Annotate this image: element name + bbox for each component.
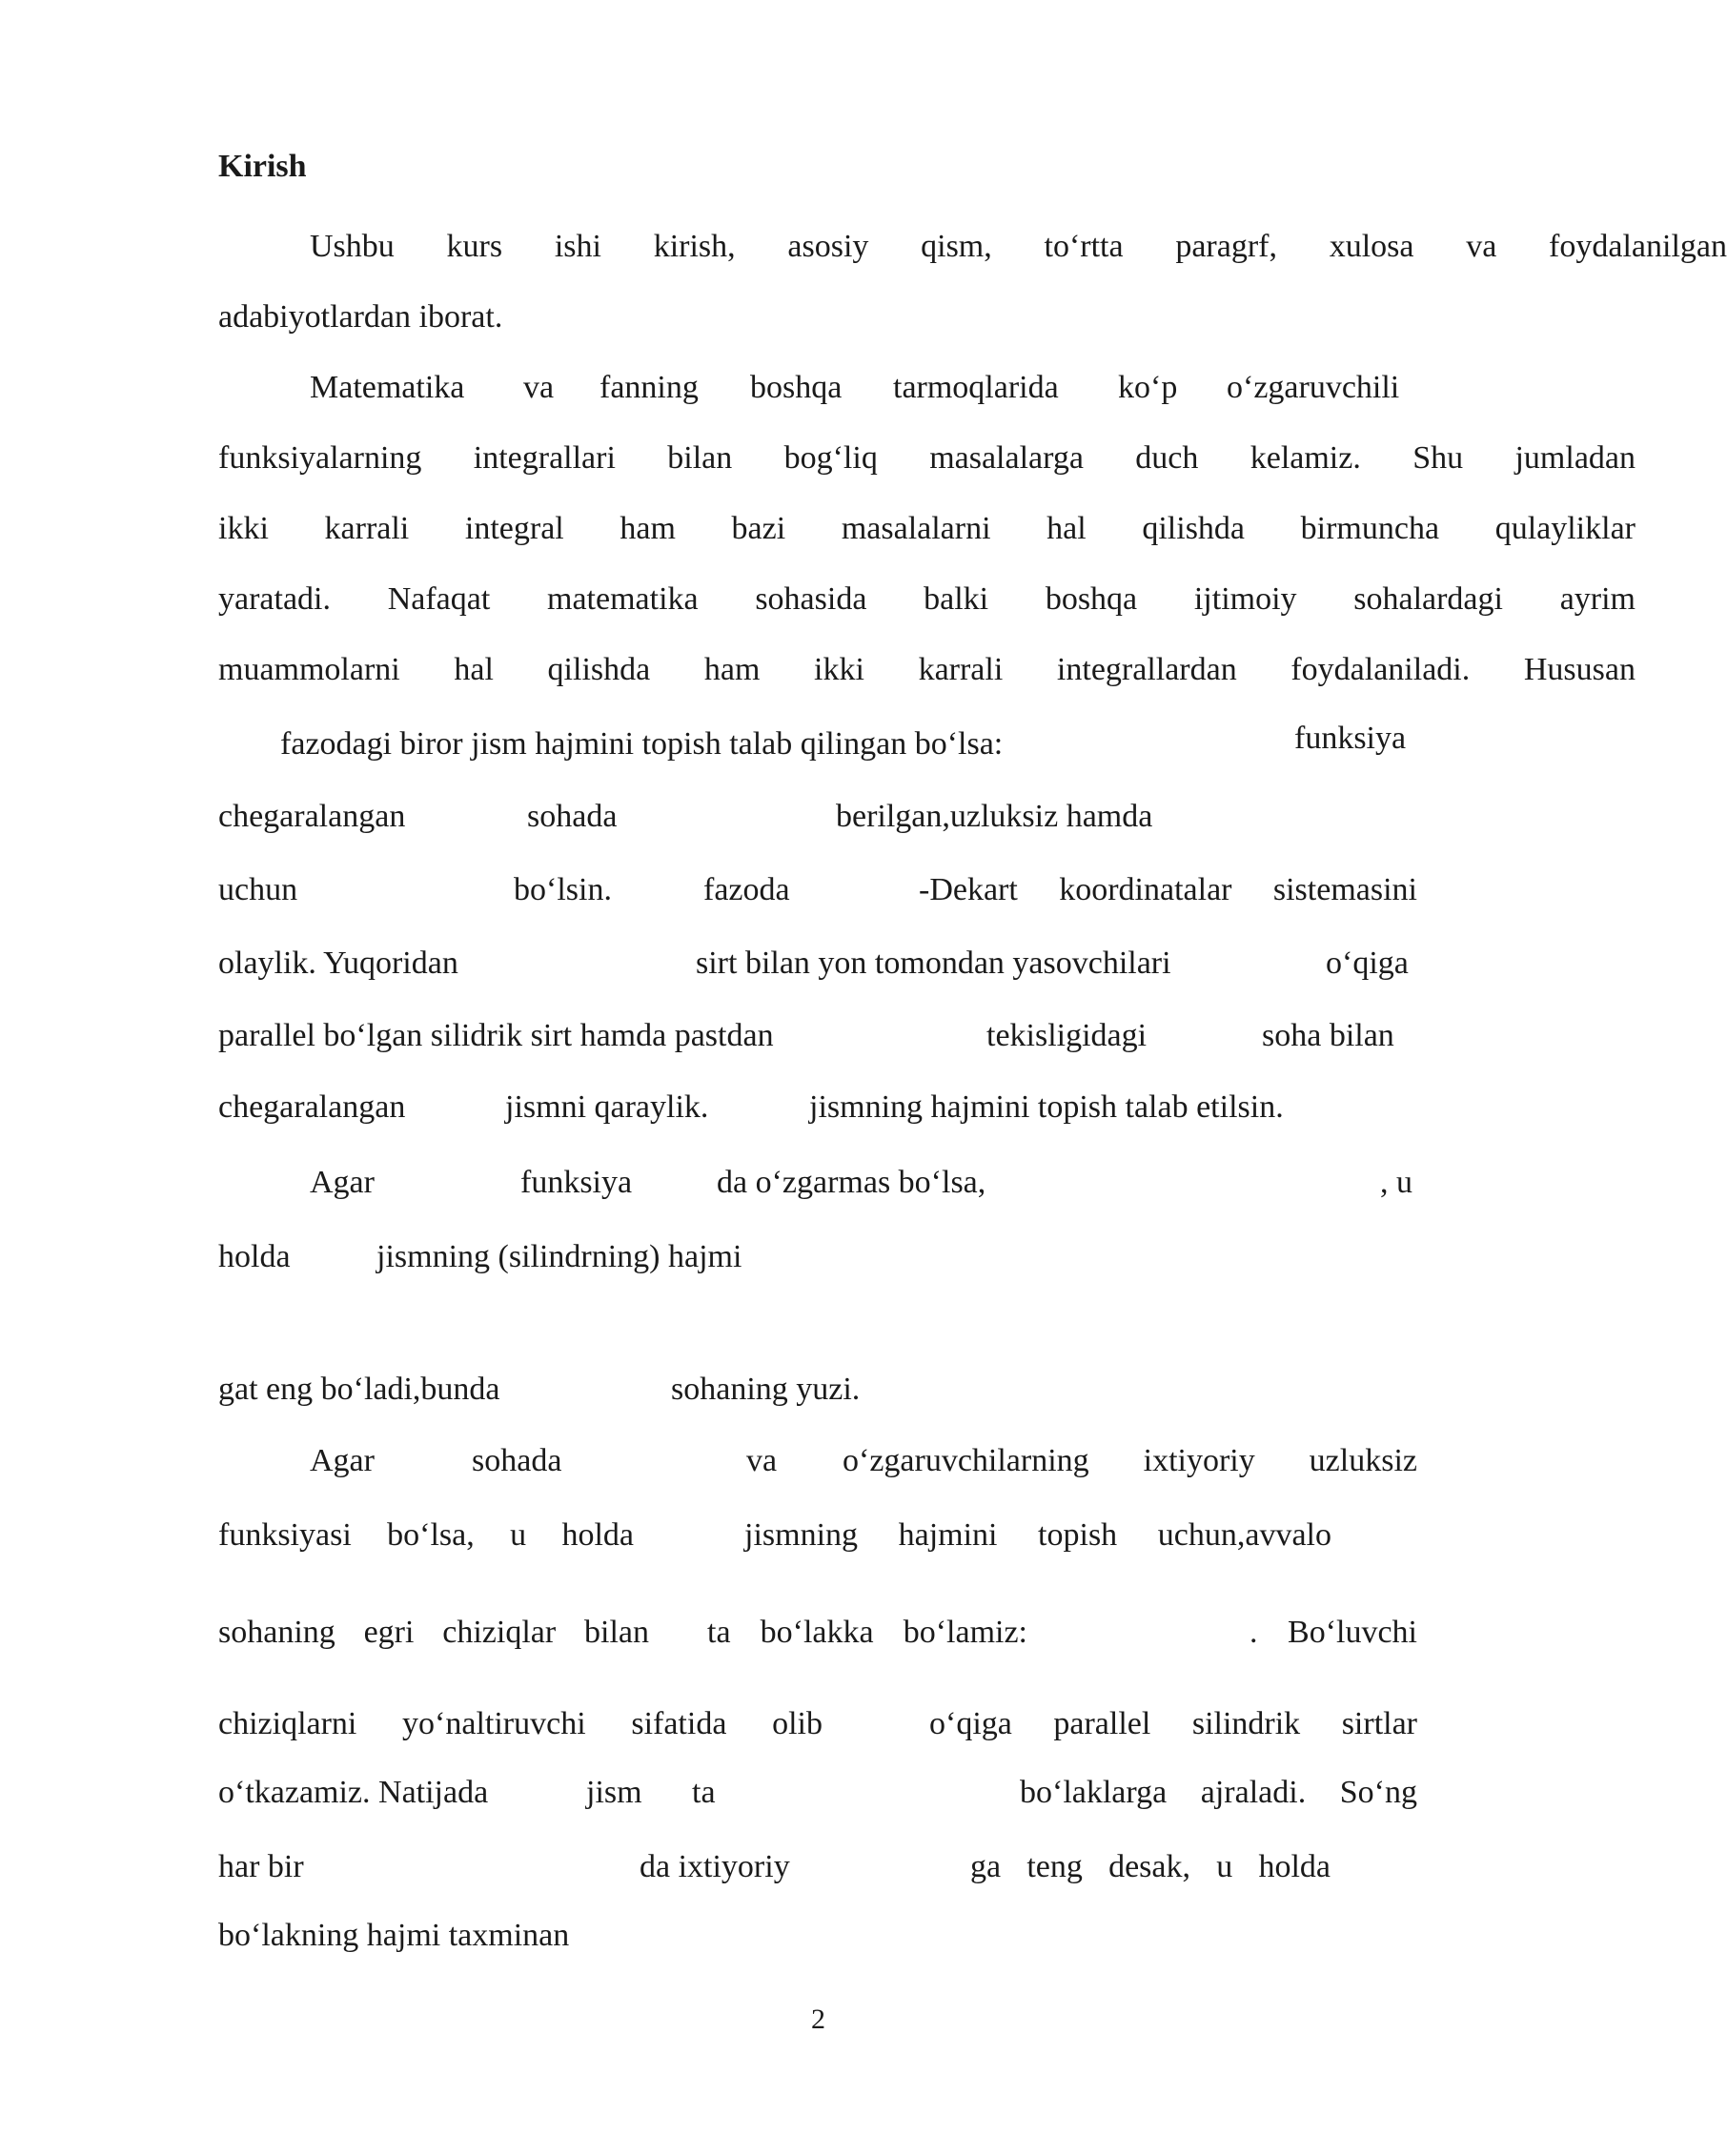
text-segment: jismning hajmini topish talab etilsin.: [809, 1089, 1284, 1125]
text-line: ikki karrali integral ham bazi masalalarni hal qilishda birmuncha qulayliklar: [218, 511, 1636, 546]
text-line: yaratadi. Nafaqat matematika sohasida balki boshqa ijtimoiy sohalardagi ayrim: [218, 581, 1636, 617]
text-line: Ushbu kurs ishi kirish, asosiy qism, to‘rtta paragrf, xulosa va foydalanilgan: [310, 229, 1727, 264]
text-segment: o‘qiga: [1326, 946, 1409, 981]
text-segment: sohaning egri chiziqlar bilan: [218, 1615, 649, 1650]
text-segment: sirt bilan yon tomondan yasovchilari: [696, 946, 1171, 981]
text-segment: parallel bo‘lgan silidrik sirt hamda pastdan: [218, 1018, 774, 1053]
text-segment: ga teng desak, u holda: [970, 1849, 1331, 1884]
text-word: va: [523, 370, 555, 405]
text-segment: o‘qiga parallel silindrik sirtlar: [929, 1706, 1417, 1741]
section-heading: Kirish: [218, 149, 307, 184]
text-segment: har bir: [218, 1849, 304, 1884]
text-segment: sohaning yuzi.: [671, 1372, 861, 1407]
text-word: o‘zgaruvchili: [1227, 370, 1400, 405]
text-segment: ta bo‘lakka bo‘lamiz:: [707, 1615, 1027, 1650]
text-segment: uchun: [218, 872, 298, 907]
text-segment: . Bo‘luvchi: [1250, 1615, 1417, 1650]
text-segment: chiziqlarni yo‘naltiruvchi sifatida olib: [218, 1706, 823, 1741]
text-segment: funksiyasi bo‘lsa, u holda: [218, 1517, 634, 1553]
text-segment: jismning hajmini topish uchun,avvalo: [744, 1517, 1331, 1553]
text-segment: fazoda: [703, 872, 790, 907]
text-segment: Agar: [310, 1443, 375, 1478]
text-line: bo‘lakning hajmi taxminan: [218, 1918, 570, 1953]
text-word: tarmoqlarida: [893, 370, 1059, 405]
text-segment: jismning (silindrning) hajmi: [376, 1239, 742, 1274]
text-segment: olaylik. Yuqoridan: [218, 946, 458, 981]
text-line: muammolarni hal qilishda ham ikki karrali integrallardan foydalaniladi. Hususan: [218, 652, 1636, 687]
text-word: Matematika: [310, 370, 465, 405]
text-segment: chegaralangan: [218, 799, 406, 834]
text-segment: tekisligidagi: [986, 1018, 1148, 1053]
text-word: boshqa: [750, 370, 843, 405]
text-segment: berilgan,uzluksiz hamda: [836, 799, 1153, 834]
text-segment: va: [746, 1443, 778, 1478]
text-line: funksiyalarning integrallari bilan bog‘liq masalalarga duch kelamiz. Shu jumladan: [218, 440, 1636, 476]
text-segment: sohada: [472, 1443, 562, 1478]
text-segment: bo‘laklarga ajraladi. So‘ng: [1020, 1775, 1417, 1810]
text-segment: sohada: [527, 799, 618, 834]
text-segment: da o‘zgarmas bo‘lsa,: [717, 1165, 986, 1200]
text-line: adabiyotlardan iborat.: [218, 299, 503, 335]
text-segment: gat eng bo‘ladi,bunda: [218, 1372, 500, 1407]
text-segment: , u: [1380, 1165, 1412, 1200]
text-segment: funksiya: [520, 1165, 633, 1200]
text-segment: soha bilan: [1262, 1018, 1394, 1053]
text-segment: holda: [218, 1239, 291, 1274]
text-word: ko‘p: [1118, 370, 1178, 405]
text-segment: funksiya: [1294, 721, 1407, 756]
text-segment: Agar: [310, 1165, 375, 1200]
text-word: fanning: [599, 370, 699, 405]
text-segment: -Dekart koordinatalar sistemasini: [919, 872, 1417, 907]
text-segment: bo‘lsin.: [514, 872, 612, 907]
text-segment: fazodagi biror jism hajmini topish talab qilingan bo‘lsa:: [280, 726, 1004, 762]
text-segment: jismni qaraylik.: [505, 1089, 709, 1125]
text-segment: chegaralangan: [218, 1089, 406, 1125]
text-segment: o‘zgaruvchilarning ixtiyoriy uzluksiz: [843, 1443, 1417, 1478]
text-segment: o‘tkazamiz. Natijada: [218, 1775, 489, 1810]
text-segment: ta: [692, 1775, 716, 1810]
page-number: 2: [811, 2003, 825, 2035]
text-segment: da ixtiyoriy: [640, 1849, 790, 1884]
text-segment: jism: [586, 1775, 642, 1810]
